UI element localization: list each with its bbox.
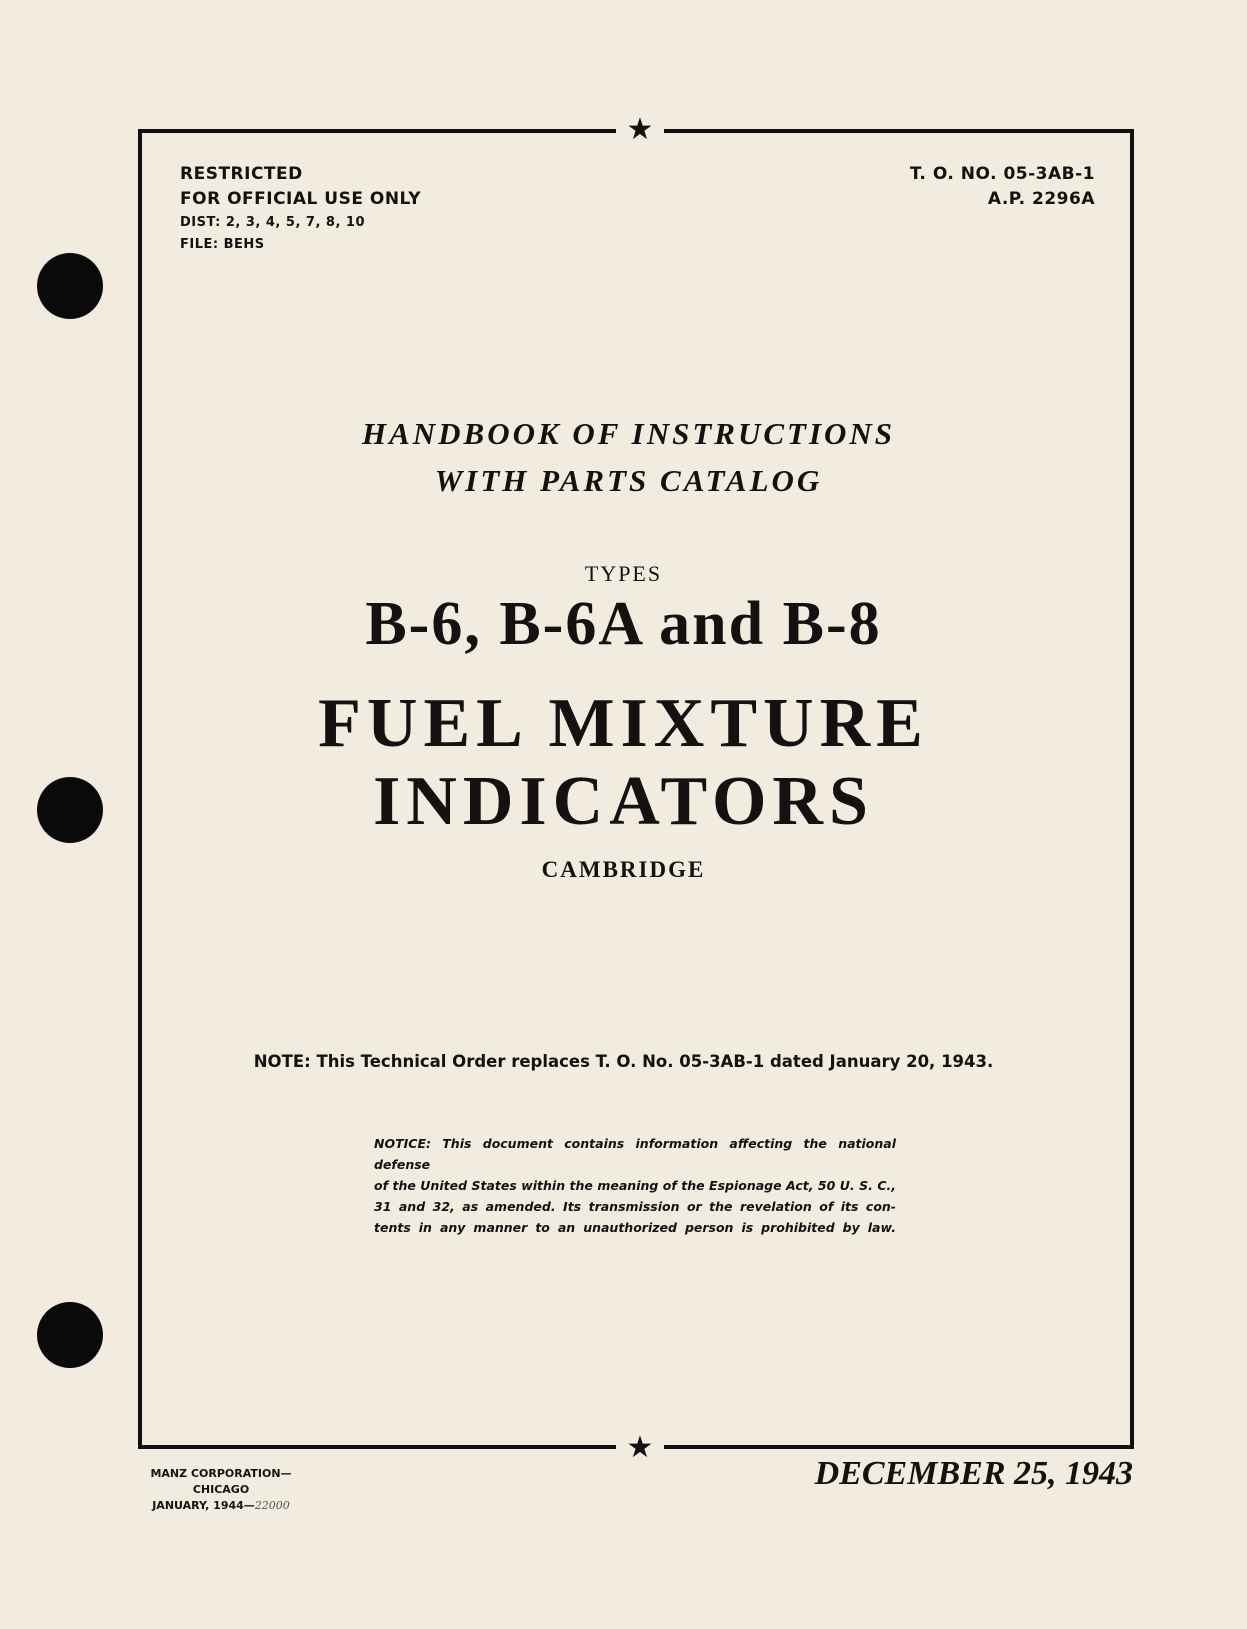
print-date: JANUARY, 1944— xyxy=(152,1499,255,1512)
header-right xyxy=(910,162,1095,212)
handbook-title-line1: HANDBOOK OF INSTRUCTIONS xyxy=(361,416,896,451)
replacement-note: NOTE: This Technical Order replaces T. O. No. 05-3AB-1 dated January 20, 1943. xyxy=(253,1052,994,1071)
notice-line: NOTICE: This document contains information affecting the national defense xyxy=(374,1136,896,1172)
subject-line1: FUEL MIXTURE xyxy=(318,685,929,762)
handwritten-count: 22000 xyxy=(254,1499,290,1512)
printer-imprint xyxy=(136,1466,306,1514)
star-icon: ★ xyxy=(616,115,664,145)
espionage-notice xyxy=(374,1133,896,1238)
notice-line: of the United States within the meaning of the Espionage Act, 50 U. S. C., xyxy=(374,1178,896,1193)
usage-restriction: FOR OFFICIAL USE ONLY xyxy=(180,189,422,209)
manufacturer: CAMBRIDGE xyxy=(541,857,706,882)
types-list: B-6, B-6A and B-8 xyxy=(365,590,882,658)
binder-hole xyxy=(37,1302,103,1368)
header-left xyxy=(180,162,421,256)
classification: RESTRICTED xyxy=(180,164,303,184)
technical-order-number: T. O. NO. 05-3AB-1 xyxy=(909,164,1095,184)
star-icon: ★ xyxy=(616,1433,664,1463)
printer-name: MANZ CORPORATION—CHICAGO xyxy=(150,1467,292,1496)
notice-line: 31 and 32, as amended. Its transmission or the revelation of its con- xyxy=(374,1199,896,1214)
publication-date: DECEMBER 25, 1943 xyxy=(814,1455,1133,1492)
distribution: DIST: 2, 3, 4, 5, 7, 8, 10 xyxy=(180,215,366,230)
binder-hole xyxy=(37,253,103,319)
notice-line: tents in any manner to an unauthorized person is prohibited by law. xyxy=(374,1220,896,1235)
types-label: TYPES xyxy=(584,561,663,586)
handbook-title-line2: WITH PARTS CATALOG xyxy=(434,463,823,498)
handbook-title xyxy=(0,410,1247,504)
file-code: FILE: BEHS xyxy=(180,237,265,252)
ap-number: A.P. 2296A xyxy=(987,189,1095,209)
subject-line2: INDICATORS xyxy=(373,763,874,840)
